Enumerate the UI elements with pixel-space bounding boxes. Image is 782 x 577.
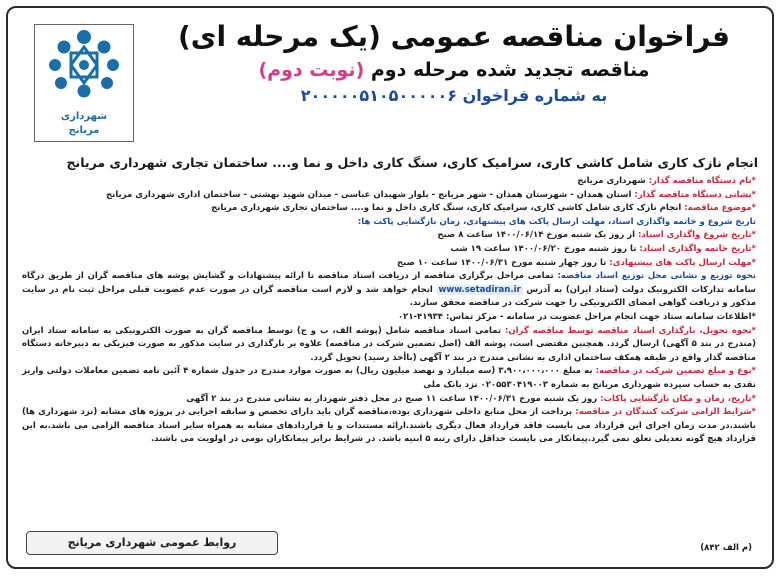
item-schedule-heading: تاریخ شروع و خاتمه واگذاری اسناد، مهلت ارسال پاکت های پیشنهادی، زمان بازگشایی پاکت ها: bbox=[357, 216, 756, 227]
notice-subtitle bbox=[148, 56, 760, 84]
municipality-logo bbox=[34, 24, 134, 142]
subtitle-main: مناقصه تجدید شده مرحله دوم bbox=[370, 59, 650, 81]
notice-body bbox=[22, 175, 756, 447]
item-requirements: *شرایط الزامی شرکت کنندگان در مناقصه: پرداخت از محل منابع داخلی شهرداری بوده،مناقصه گران باید دارای تخصص و سابقه اجرایی در پروژه های مشابه (نزد شهرداری ها) باشند.در مدت زمان اجرای این قرارداد می بایست فاقد قرارداد فعال دیگری باشند.ارائه مستندات و یا قراردادهای مشابه به همراه سایر اسناد مناقصه الزامی می باشد.به این قرارداد هیچ گونه تعدیلی تعلق نمی گیرد.پیمانکار می بایست حداقل دارای رتبه ۵ ابنیه باشد. در شرایط برابر پیمانکاران بومی در اولویت می باشند. bbox=[22, 407, 756, 445]
notice-code: (م الف ۸۴۲) bbox=[700, 543, 752, 553]
subtitle-round: (نوبت دوم) bbox=[258, 59, 365, 81]
item-subject: *موضوع مناقصه: انجام نازک کاری شامل کاشی کاری، سرامیک کاری، سنگ کاری داخل و نما و.... ساختمان تجاری شهرداری مریانج bbox=[211, 203, 756, 214]
item-delivery: *نحوه تحویل، بارگذاری اسناد مناقصه توسط مناقصه گران: تمامی اسناد مناقصه شامل (پوشه الف، ب و ج) توسط مناقصه گران به صورت الکترونیکی به سامانه ستاد ایران (مندرج در بند ۵ آگهی) ارسال گردد. همچنین مقتضی است، پوشه الف (اصل تضمین شرکت در مناقصه) علاوه بر بارگذاری در سایت مذکور به صورت فیزیکی به دبیرخانه دستگاه مناقصه گذار واقع در طبقه همکف ساختمان اداری به نشانی مندرج در بند ۲ آگهی (باأخذ رسید) تحویل گردد. bbox=[22, 325, 756, 363]
logo-line-1: شهرداری bbox=[60, 111, 108, 122]
item-guarantee: *نوع و مبلغ تضمین شرکت در مناقصه: به مبلغ ۳،۹۰۰،۰۰۰،۰۰۰ (سه میلیارد و نهصد میلیون ریال) به صورت موارد مندرج در جدول شماره ۴ آئین نامه تضمین معاملات دولتی واریز نقدی به حساب سپرده شهرداری مریانج به شماره ۰۲۰۵۵۳۰۴۱۹۰۰۳ نزد بانک ملی bbox=[22, 366, 756, 390]
project-title: انجام نازک کاری شامل کاشی کاری، سرامیک کاری، سنگ کاری داخل و نما و.... ساختمان تجاری شهرداری مریانج bbox=[66, 155, 758, 170]
item-docs-end: *تاریخ خاتمه واگذاری اسناد: تا روز شنبه مورخ ۱۴۰۰/۰۶/۲۰ ساعت ۱۹ شب bbox=[450, 243, 756, 254]
item-docs-start: *تاریخ شروع واگذاری اسناد: از روز یک شنبه مورخ ۱۴۰۰/۰۶/۱۴ ساعت ۸ صبح bbox=[437, 230, 756, 241]
item-opening: *تاریخ، زمان و مکان بازگشایی پاکات: روز یک شنبه مورخ ۱۴۰۰/۰۶/۳۱ ساعت ۱۱ صبح در محل دفتر شهردار به نشانی مندرج در بند ۲ آگهی bbox=[186, 393, 756, 404]
public-relations-signature: روابط عمومی شهرداری مریانج bbox=[26, 531, 278, 555]
item-distribution: نحوه توزیع و نشانی محل توزیع اسناد مناقصه: تمامی مراحل برگزاری مناقصه از دریافت اسناد مناقصه تا ارائه پیشنهادات و گشایش پوشه های مناقصه گران از طریق درگاه سامانه تدارکات الکترونیک دولت (ستاد ایران) به آدرس www.setadiran.ir انجام خواهد شد و لازم است مناقصه گران در صورت عدم عضویت قبلی مراحل ثبت نام در سایت مذکور و دریافت گواهی امضای الکترونیکی را جهت شرکت در مناقصه محقق سازند. bbox=[22, 271, 757, 309]
logo-line-2: مریانج bbox=[68, 125, 100, 136]
item-address: *نشانی دستگاه مناقصه گذار: استان همدان - شهرستان همدان - شهر مریانج - بلوار شهیدان عباسی - میدان شهید بهشتی - ساختمان اداری شهرداری مریانج bbox=[106, 189, 756, 200]
logo-emblem-icon bbox=[35, 25, 133, 111]
notice-title: فراخوان مناقصه عمومی (یک مرحله ای) bbox=[177, 20, 730, 53]
notice-frame bbox=[6, 6, 774, 569]
header bbox=[148, 18, 760, 108]
item-organizer: *نام دستگاه مناقصه گذار: شهرداری مریانج bbox=[577, 176, 756, 186]
item-submission-deadline: *مهلت ارسال پاکت های پیشنهادی: تا روز چهار شنبه مورخ ۱۴۰۰/۰۶/۳۱ ساعت ۱۰ صبح bbox=[397, 257, 756, 268]
call-number: به شماره فراخوان ۲۰۰۰۰۰۵۱۰۵۰۰۰۰۰۶ bbox=[300, 86, 608, 105]
item-contact: *اطلاعات سامانه ستاد جهت انجام مراحل عضویت در سامانه - مرکز تماس: ۴۱۹۳۴-۰۲۱ bbox=[397, 311, 756, 322]
setad-website-link[interactable]: www.setadiran.ir bbox=[438, 284, 521, 295]
